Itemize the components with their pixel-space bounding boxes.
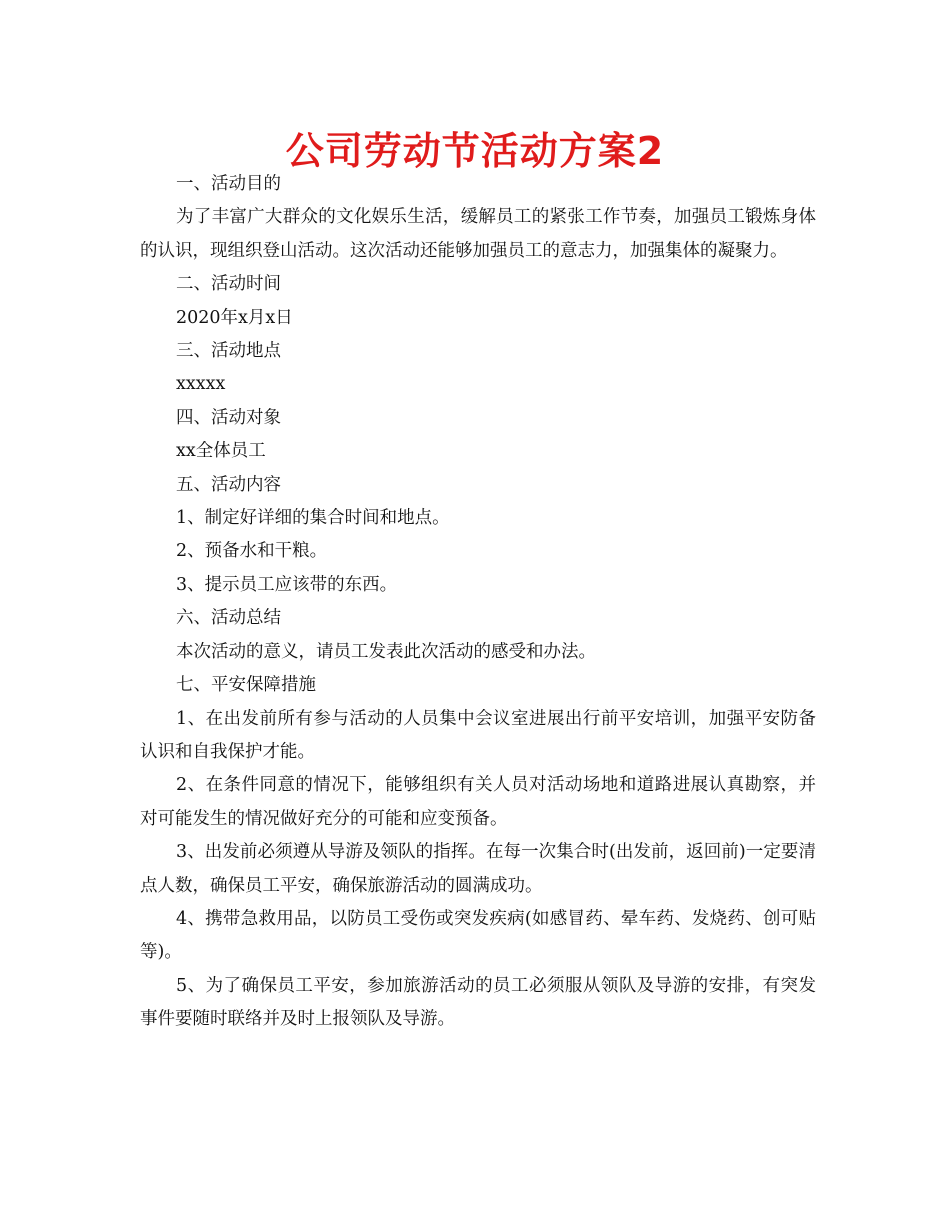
document-body xyxy=(140,168,816,1037)
paragraph-time: 2020年x月x日 xyxy=(176,307,293,328)
content-item-3: 3、提示员工应该带的东西。 xyxy=(176,574,398,595)
paragraph-summary: 本次活动的意义，请员工发表此次活动的感受和办法。 xyxy=(176,641,596,662)
safety-item-4: 4、携带急救用品，以防员工受伤或突发疾病(如感冒药、晕车药、发烧药、创可贴等)。 xyxy=(140,908,816,963)
safety-item-1: 1、在出发前所有参与活动的人员集中会议室进展出行前平安培训，加强平安防备认识和自我保护才能。 xyxy=(140,708,816,762)
heading-participants: 四、活动对象 xyxy=(176,407,281,428)
document-title: 公司劳动节活动方案2 xyxy=(285,129,665,173)
paragraph-purpose: 为了丰富广大群众的文化娱乐生活，缓解员工的紧张工作节奏，加强员工锻炼身体的认识，现组织登山活动。这次活动还能够加强员工的意志力，加强集体的凝聚力。 xyxy=(140,207,816,261)
heading-time: 二、活动时间 xyxy=(176,274,281,295)
heading-safety: 七、平安保障措施 xyxy=(176,675,316,696)
paragraph-participants: xx全体员工 xyxy=(176,441,266,462)
safety-item-2: 2、在条件同意的情况下，能够组织有关人员对活动场地和道路进展认真勘察，并对可能发生的情况做好充分的可能和应变预备。 xyxy=(140,775,816,829)
safety-item-5: 5、为了确保员工平安，参加旅游活动的员工必须服从领队及导游的安排，有突发事件要随时联络并及时上报领队及导游。 xyxy=(140,975,816,1030)
content-item-2: 2、预备水和干粮。 xyxy=(176,541,328,562)
paragraph-location: xxxxx xyxy=(176,374,226,395)
heading-purpose: 一、活动目的 xyxy=(176,174,281,194)
heading-location: 三、活动地点 xyxy=(176,341,281,362)
content-item-1: 1、制定好详细的集合时间和地点。 xyxy=(176,508,450,529)
safety-item-3: 3、出发前必须遵从导游及领队的指挥。在每一次集合时(出发前，返回前)一定要清点人数，确保员工平安，确保旅游活动的圆满成功。 xyxy=(140,842,816,896)
heading-summary: 六、活动总结 xyxy=(176,608,281,629)
heading-content: 五、活动内容 xyxy=(176,474,281,495)
